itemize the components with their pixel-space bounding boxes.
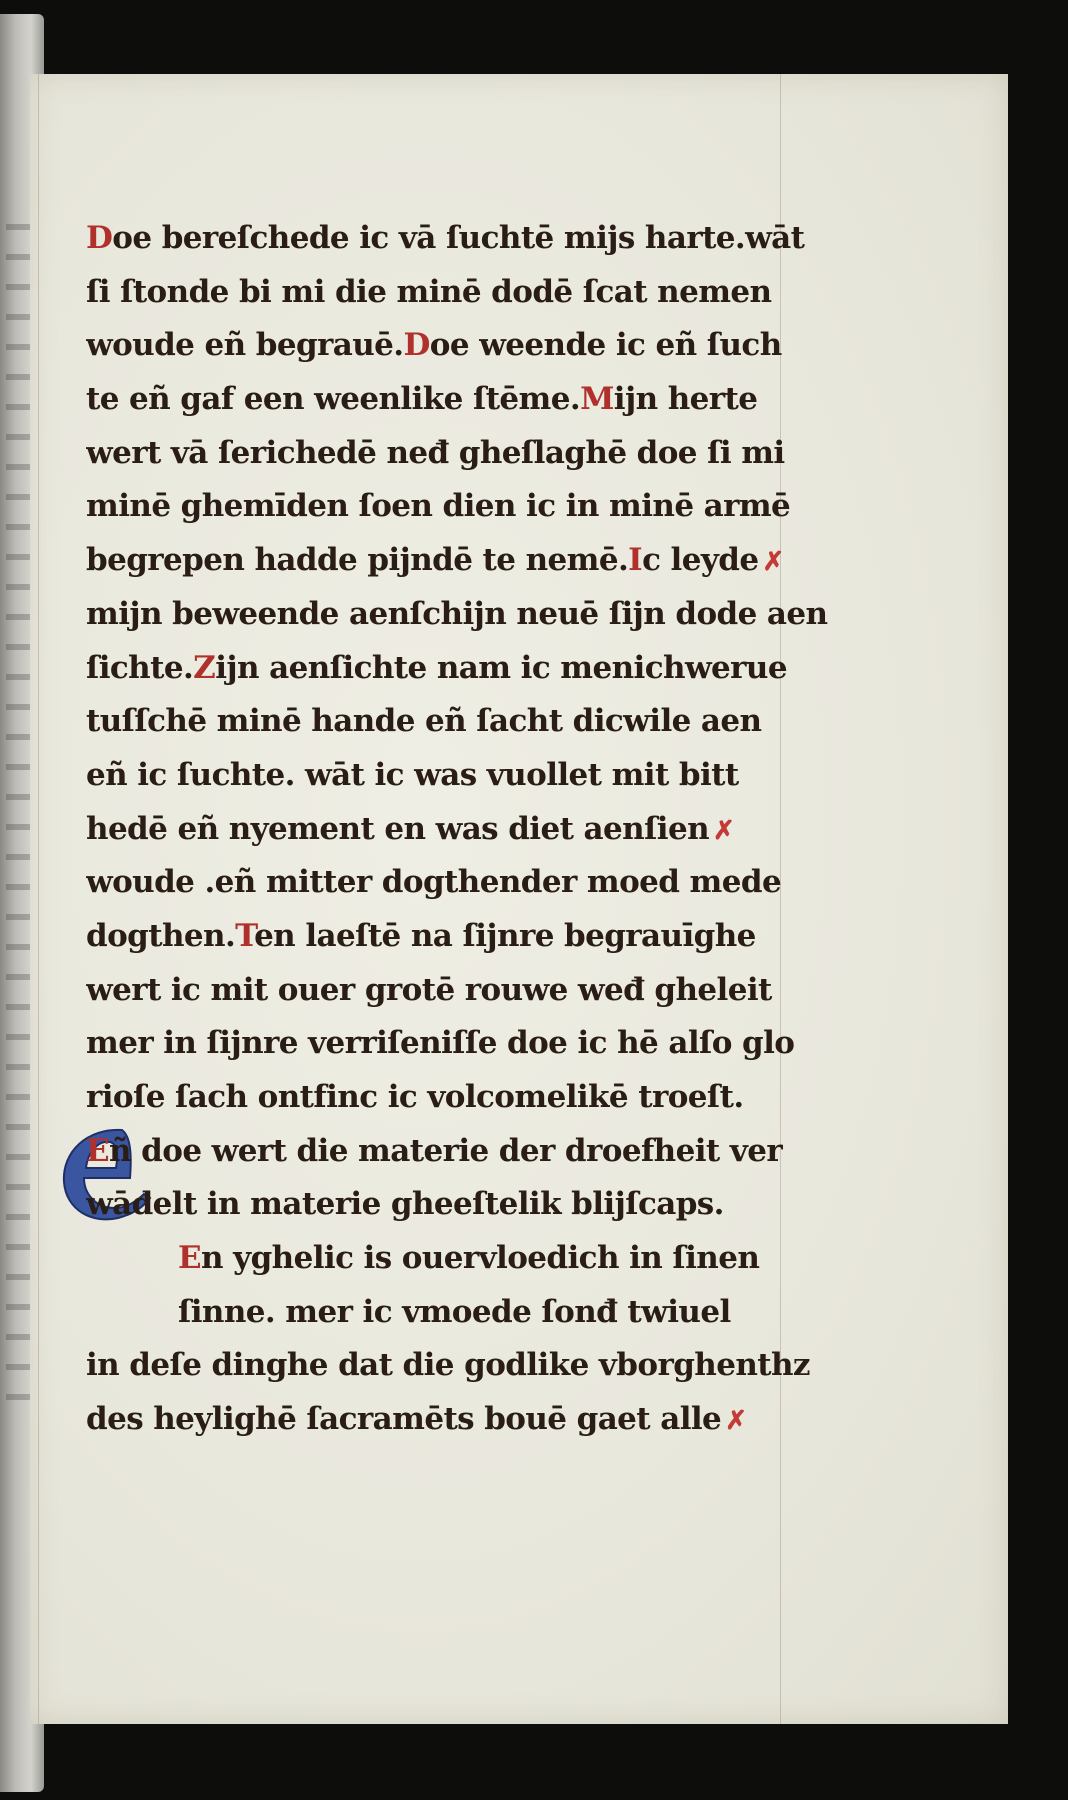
manuscript-line: [86, 1017, 846, 1071]
line-text: n yghelic is ouervloedich in ſinen: [201, 1240, 760, 1277]
rubricated-capital: T: [235, 917, 255, 954]
line-filler-mark: ✗: [725, 1406, 747, 1437]
line-text: in deſe dinghe dat die godlike vborghenthz: [86, 1347, 810, 1384]
manuscript-line: [86, 695, 846, 749]
line-text: ñ doe wert die materie der droefheit ver: [109, 1132, 783, 1169]
manuscript-line: [86, 803, 846, 857]
line-filler-mark: ✗: [713, 815, 735, 846]
manuscript-line: [86, 910, 846, 964]
line-text: mer in ſijnre verriſeniſſe doe ic hē alſo glo: [86, 1025, 795, 1062]
manuscript-text-block: [86, 212, 846, 1447]
line-text: c leyde: [642, 542, 759, 579]
line-text: oe bereſchede ic vā ſuchtē mijs harte.wāt: [112, 220, 805, 256]
manuscript-line: [86, 480, 846, 534]
manuscript-line: [86, 266, 846, 320]
line-text: ijn herte: [613, 381, 758, 418]
manuscript-line: [86, 1286, 846, 1340]
manuscript-line: [86, 427, 846, 481]
rubricated-capital: I: [628, 542, 643, 579]
line-text: minē ghemīden ſoen dien ic in minē armē: [86, 488, 791, 525]
rubricated-capital: E: [86, 1132, 110, 1169]
rubricated-capital: M: [580, 381, 614, 418]
manuscript-line: [86, 534, 846, 588]
manuscript-line: [86, 749, 846, 803]
line-text: tuſſchē minē hande eñ ſacht dicwile aen: [86, 703, 762, 740]
manuscript-folio: [30, 74, 1008, 1724]
line-text: mijn beweende aenſchijn neuē ſijn dode aen: [86, 595, 828, 632]
ruling-line-left: [38, 74, 39, 1724]
line-text: wādelt in materie gheeſtelik blijſcaps.: [86, 1186, 724, 1223]
manuscript-line: [86, 1071, 846, 1125]
manuscript-line: [86, 642, 846, 696]
manuscript-line: [86, 1339, 846, 1393]
manuscript-line: [86, 1125, 846, 1179]
rubricated-capital: D: [403, 327, 430, 364]
manuscript-line: [86, 964, 846, 1018]
line-filler-mark: ✗: [762, 547, 784, 578]
manuscript-line: [86, 373, 846, 427]
manuscript-line: [86, 319, 846, 373]
line-text: wert ic mit ouer grotē rouwe weđ gheleit: [86, 971, 772, 1008]
line-text: rioſe ſach ontfinc ic volcomelikē troeſt.: [86, 1079, 744, 1115]
line-text: eñ ic ſuchte. wāt ic was vuollet mit bitt: [86, 756, 739, 793]
line-text: ſinne. mer ic vmoede ſonđ twiuel: [178, 1293, 731, 1330]
line-text: des heylighē ſacramēts bouē gaet alle: [86, 1401, 722, 1438]
manuscript-line: [86, 1393, 846, 1447]
line-text: en laeſtē na ſijnre begrauīghe: [254, 917, 756, 954]
line-text: woude .eñ mitter dogthender moed mede: [86, 864, 782, 901]
manuscript-line: [86, 1178, 846, 1232]
line-text: ſichte.: [86, 649, 194, 686]
rubricated-capital: D: [86, 220, 113, 256]
rubricated-capital: E: [178, 1240, 202, 1277]
line-text: te eñ gaf een weenlike ſtēme.: [86, 381, 581, 418]
line-text: oe weende ic eñ ſuch: [429, 327, 782, 364]
manuscript-line: [86, 588, 846, 642]
rubricated-capital: Z: [193, 649, 216, 686]
line-text: hedē eñ nyement en was diet aenſien: [86, 810, 710, 847]
line-text: ſi ſtonde bi mi die minē dodē ſcat nemen: [86, 273, 772, 310]
line-text: wert vā ſerichedē neđ gheſlaghē doe ſi mi: [86, 434, 785, 471]
line-text: ijn aenſichte nam ic menichwerue: [215, 649, 787, 686]
manuscript-line: [86, 212, 846, 266]
line-text: woude eñ begrauē.: [86, 327, 404, 364]
line-text: begrepen hadde pijndē te nemē.: [86, 542, 629, 579]
manuscript-line: [86, 856, 846, 910]
manuscript-line: [86, 1232, 846, 1286]
line-text: dogthen.: [86, 917, 236, 954]
